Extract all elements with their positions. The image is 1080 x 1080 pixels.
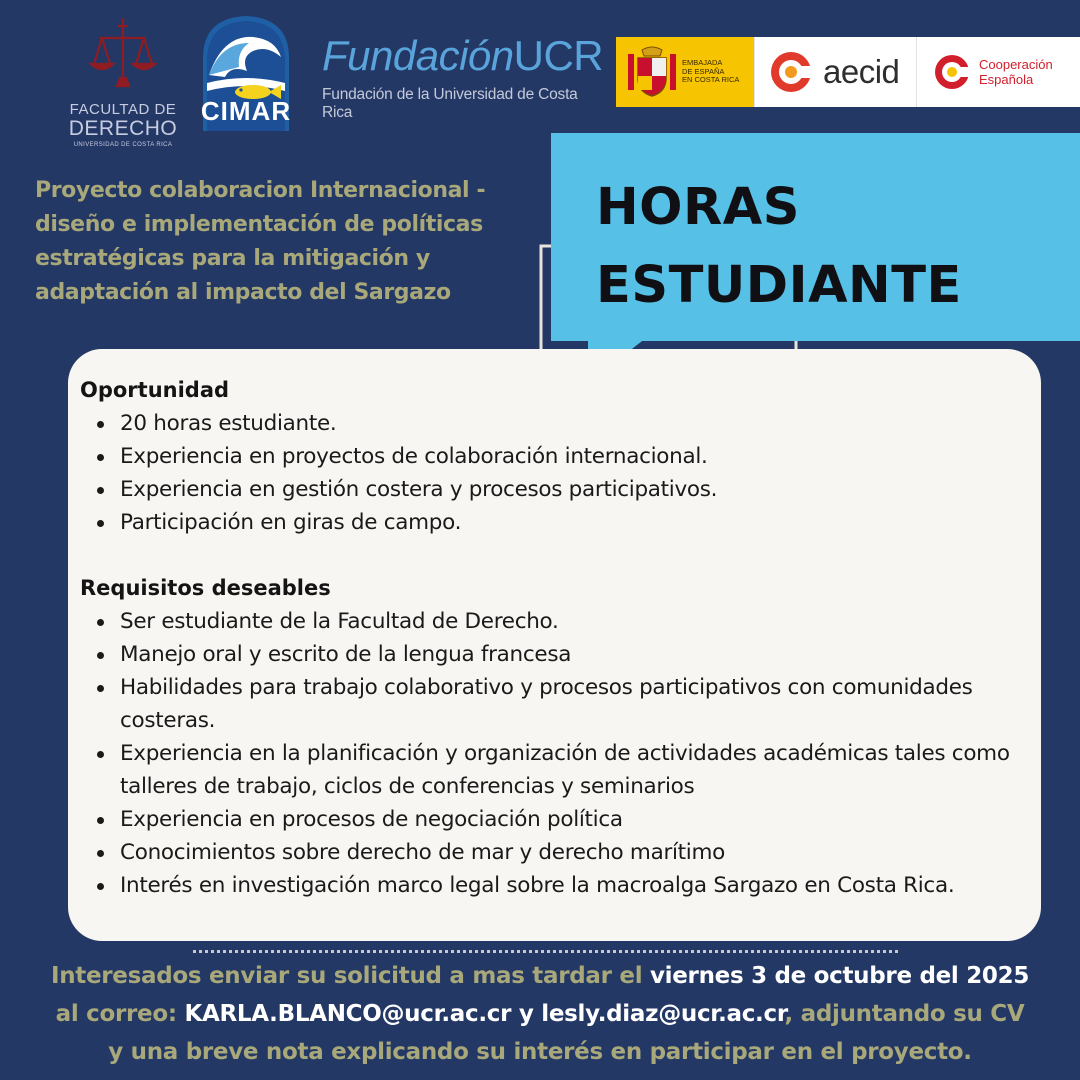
footer-line2 — [0, 995, 1080, 1033]
list-item: Experiencia en gestión costera y procesos participativos. — [80, 473, 1030, 506]
list-item: Interés en investigación marco legal sobre la macroalga Sargazo en Costa Rica. — [80, 869, 1030, 902]
horas-estudiante-banner — [551, 133, 1080, 341]
list-item: 20 horas estudiante. — [80, 407, 1030, 440]
project-title-line2: diseño e implementación de políticas — [35, 212, 483, 237]
spanish-coat-of-arms-icon — [624, 44, 680, 100]
logo-embajada-espana — [616, 37, 754, 107]
footer-line1 — [0, 957, 1080, 995]
logo-cimar-name: CIMAR — [200, 96, 292, 126]
footer-text-3: , adjuntando su CV — [784, 1001, 1025, 1027]
requisitos-list — [80, 605, 1030, 902]
list-item: Habilidades para trabajo colaborativo y procesos participativos con comunidades costeras. — [80, 671, 1030, 737]
footer-conjunction: y — [511, 1001, 542, 1027]
logo-fundacion-ucr — [322, 32, 604, 122]
list-item: Participación en giras de campo. — [80, 506, 1030, 539]
aecid-name: aecid — [823, 53, 900, 90]
embajada-line1: EMBAJADA — [682, 58, 723, 68]
logo-fundacion-subtitle: Fundación de la Universidad de Costa Rica — [322, 86, 578, 121]
project-title-line3: estratégicas para la mitigación y — [35, 246, 430, 271]
project-title-line1: Proyecto colaboracion Internacional - — [35, 178, 486, 203]
list-item: Experiencia en procesos de negociación política — [80, 803, 1030, 836]
requisitos-title: Requisitos deseables — [80, 576, 331, 600]
cooperacion-line2: Española — [979, 72, 1034, 87]
footer-text-2: al correo: — [55, 1001, 185, 1027]
cooperacion-line1: Cooperación — [979, 57, 1053, 72]
banner-line1: HORAS — [596, 178, 801, 237]
list-item: Experiencia en proyectos de colaboración internacional. — [80, 440, 1030, 473]
logo-facultad-derecho — [62, 14, 184, 154]
aecid-c-icon — [769, 50, 813, 94]
embajada-line2: DE ESPAÑA — [682, 66, 725, 76]
project-title-line4: adaptación al impacto del Sargazo — [35, 280, 451, 305]
email-link-lesly[interactable]: lesly.diaz@ucr.ac.cr — [541, 1001, 785, 1027]
oportunidad-title: Oportunidad — [80, 378, 230, 402]
embajada-text — [682, 59, 739, 85]
embajada-line3: EN COSTA RICA — [682, 75, 740, 85]
logo-derecho-line2: DERECHO — [68, 117, 178, 140]
logo-fundacion-title — [322, 32, 604, 79]
banner-line2: ESTUDIANTE — [596, 256, 962, 315]
logo-derecho-line3: UNIVERSIDAD DE COSTA RICA — [73, 142, 173, 148]
deadline-date: viernes 3 de octubre del 2025 — [649, 963, 1030, 989]
banner-heading — [596, 169, 962, 325]
footer-text-1: Interesados enviar su solicitud a mas tardar el — [50, 963, 650, 989]
logo-cooperacion-espanola — [916, 37, 1080, 107]
logo-fundacion-title-b: UCR — [513, 32, 604, 79]
scales-of-justice-icon — [88, 14, 158, 94]
sponsor-logos — [616, 37, 1080, 107]
list-item: Ser estudiante de la Facultad de Derecho. — [80, 605, 1030, 638]
logo-derecho-line1: FACULTAD DE — [69, 101, 177, 118]
list-item: Manejo oral y escrito de la lengua francesa — [80, 638, 1030, 671]
details-card — [68, 349, 1041, 941]
cooperacion-c-icon — [933, 53, 971, 91]
dotted-divider — [193, 950, 898, 953]
list-item: Experiencia en la planificación y organización de actividades académicas tales como talleres de trabajo, ciclos de conferencias y seminarios — [80, 737, 1030, 803]
footer-line3: y una breve nota explicando su interés en participar en el proyecto. — [108, 1039, 972, 1065]
logo-aecid — [754, 37, 916, 107]
logo-fundacion-title-a: Fundación — [322, 32, 514, 79]
email-link-karla[interactable]: KARLA.BLANCO@ucr.ac.cr — [184, 1001, 512, 1027]
list-item: Conocimientos sobre derecho de mar y derecho marítimo — [80, 836, 1030, 869]
project-title — [35, 174, 530, 310]
oportunidad-list — [80, 407, 1030, 539]
cooperacion-text — [979, 57, 1053, 87]
application-instructions — [0, 957, 1080, 1071]
logo-cimar — [193, 13, 299, 131]
